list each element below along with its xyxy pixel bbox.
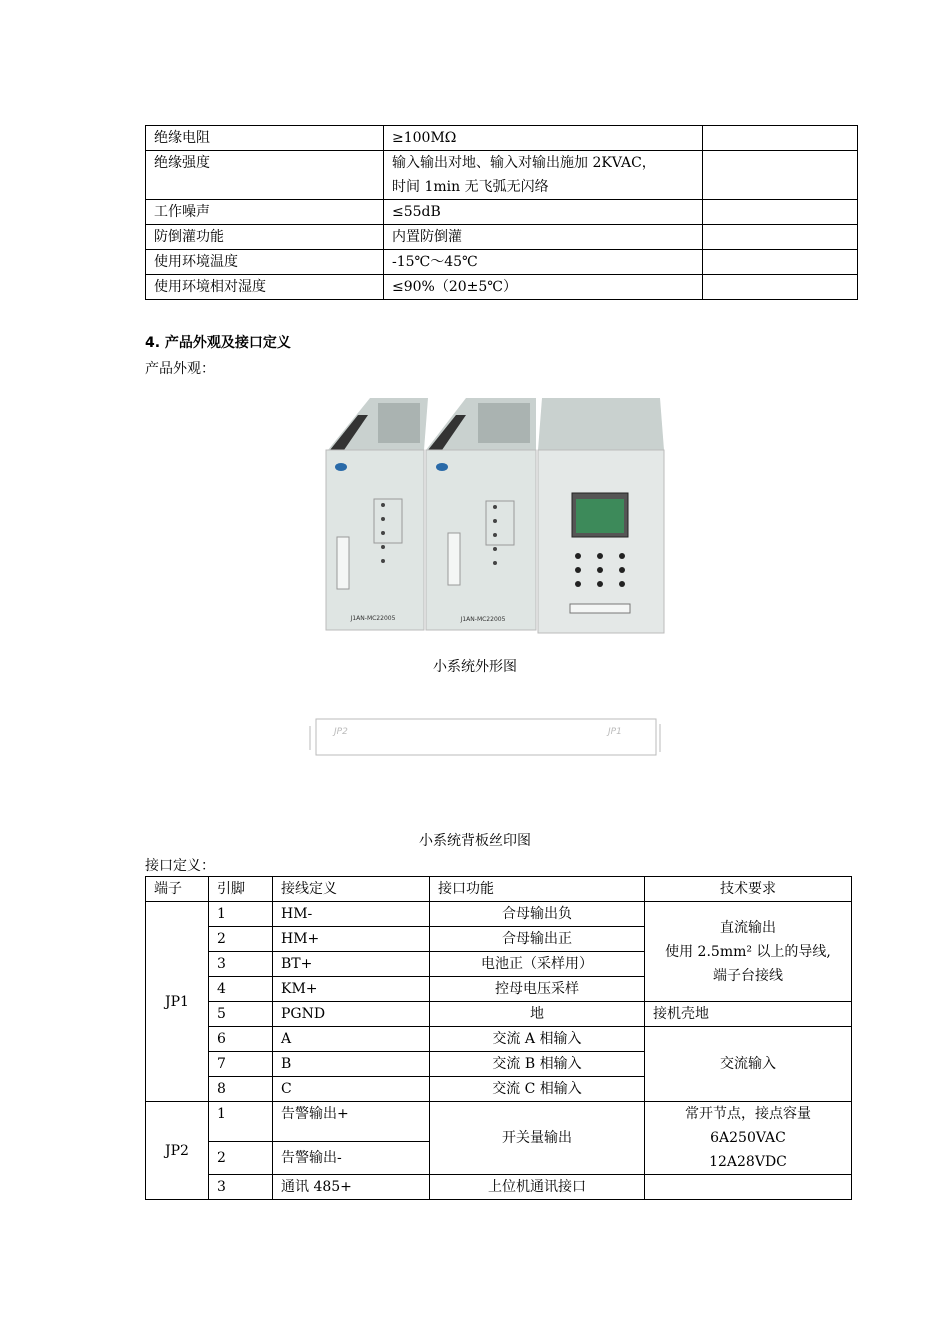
pin-cell: 2: [209, 927, 273, 952]
note-cell: [703, 275, 858, 300]
requirement-line: 端子台接线: [713, 967, 783, 984]
param-cell: 工作噪声: [146, 200, 384, 225]
note-cell: [703, 225, 858, 250]
pin-cell: 1: [209, 1102, 273, 1142]
table-row: [146, 200, 858, 225]
requirement-empty: [645, 1175, 852, 1200]
backplane-silkscreen: [308, 716, 664, 758]
definition-cell: KM+: [273, 977, 430, 1002]
table-header-row: [146, 877, 852, 902]
terminal-jp1: JP1: [146, 902, 209, 1102]
function-cell: 电池正（采样用）: [430, 952, 645, 977]
section-heading: 4. 产品外观及接口定义: [145, 335, 291, 351]
appearance-label: 产品外观：: [145, 361, 215, 377]
interface-label: 接口定义：: [145, 858, 215, 874]
definition-cell: A: [273, 1027, 430, 1052]
requirement-ground: 接机壳地: [645, 1002, 852, 1027]
param-cell: 使用环境温度: [146, 250, 384, 275]
pin-cell: 2: [209, 1141, 273, 1174]
function-cell: 上位机通讯接口: [430, 1175, 645, 1200]
function-cell: 交流 C 相输入: [430, 1077, 645, 1102]
table-row: [146, 225, 858, 250]
value-cell: ≥100MΩ: [384, 126, 703, 151]
function-cell: 交流 B 相输入: [430, 1052, 645, 1077]
table-row: [146, 1002, 852, 1027]
value-line: 输入输出对地、输入对输出施加 2KVAC，: [392, 155, 656, 171]
header-pin: 引脚: [209, 877, 273, 902]
backplane-caption: 小系统背板丝印图: [419, 833, 531, 849]
definition-cell: C: [273, 1077, 430, 1102]
note-cell: [703, 126, 858, 151]
pin-cell: 3: [209, 1175, 273, 1200]
table-row: [146, 126, 858, 151]
header-function: 接口功能: [430, 877, 645, 902]
pin-cell: 4: [209, 977, 273, 1002]
function-switch: 开关量输出: [430, 1102, 645, 1175]
pin-cell: 3: [209, 952, 273, 977]
pin-cell: 8: [209, 1077, 273, 1102]
product-photo: [308, 395, 666, 635]
definition-cell: BT+: [273, 952, 430, 977]
photo-caption: 小系统外形图: [433, 659, 517, 675]
pin-cell: 5: [209, 1002, 273, 1027]
function-cell: 控母电压采样: [430, 977, 645, 1002]
table-row: [146, 275, 858, 300]
requirement-ac: 交流输入: [645, 1027, 852, 1102]
pin-cell: 7: [209, 1052, 273, 1077]
param-cell: 使用环境相对湿度: [146, 275, 384, 300]
note-cell: [703, 151, 858, 200]
definition-cell: HM+: [273, 927, 430, 952]
value-cell: -15℃～45℃: [384, 250, 703, 275]
requirement-line: 12A28VDC: [709, 1154, 787, 1170]
requirement-dc: [645, 902, 852, 1002]
definition-cell: HM-: [273, 902, 430, 927]
note-cell: [703, 200, 858, 225]
definition-cell: B: [273, 1052, 430, 1077]
table-row: [146, 1175, 852, 1200]
requirement-line: 常开节点，接点容量: [685, 1106, 811, 1122]
module-label-2: J1AN-MC22005: [460, 616, 506, 623]
table-row: [146, 151, 858, 200]
definition-cell: PGND: [273, 1002, 430, 1027]
definition-cell: 告警输出-: [273, 1141, 430, 1174]
requirement-line: 6A250VAC: [710, 1130, 786, 1146]
table-row: [146, 250, 858, 275]
jp1-silkscreen: JP1: [608, 727, 622, 737]
function-cell: 合母输出负: [430, 902, 645, 927]
requirement-line: 直流输出: [720, 919, 776, 936]
value-cell: 内置防倒灌: [384, 225, 703, 250]
value-line: 时间 1min 无飞弧无闪络: [392, 179, 549, 195]
terminal-jp2: JP2: [146, 1102, 209, 1200]
interface-table: [145, 876, 852, 1200]
value-cell: ≤55dB: [384, 200, 703, 225]
function-cell: 合母输出正: [430, 927, 645, 952]
note-cell: [703, 250, 858, 275]
requirement-line: 使用 2.5mm² 以上的导线,: [665, 943, 831, 960]
definition-cell: 通讯 485+: [273, 1175, 430, 1200]
function-cell: 交流 A 相输入: [430, 1027, 645, 1052]
pin-cell: 1: [209, 902, 273, 927]
table-row: [146, 1102, 852, 1142]
header-definition: 接线定义: [273, 877, 430, 902]
header-terminal: 端子: [146, 877, 209, 902]
module-label-1: J1AN-MC22005: [350, 615, 396, 622]
table-row: [146, 1027, 852, 1052]
function-cell: 地: [430, 1002, 645, 1027]
spec-table: [145, 125, 858, 300]
value-cell: ≤90%（20±5℃）: [384, 275, 703, 300]
param-cell: 防倒灌功能: [146, 225, 384, 250]
value-cell: [384, 151, 703, 200]
pin-cell: 6: [209, 1027, 273, 1052]
definition-cell: 告警输出+: [273, 1102, 430, 1142]
jp2-silkscreen: JP2: [334, 727, 348, 737]
header-requirement: 技术要求: [645, 877, 852, 902]
requirement-relay: [645, 1102, 852, 1175]
table-row: [146, 902, 852, 927]
param-cell: 绝缘电阻: [146, 126, 384, 151]
param-cell: 绝缘强度: [146, 151, 384, 200]
